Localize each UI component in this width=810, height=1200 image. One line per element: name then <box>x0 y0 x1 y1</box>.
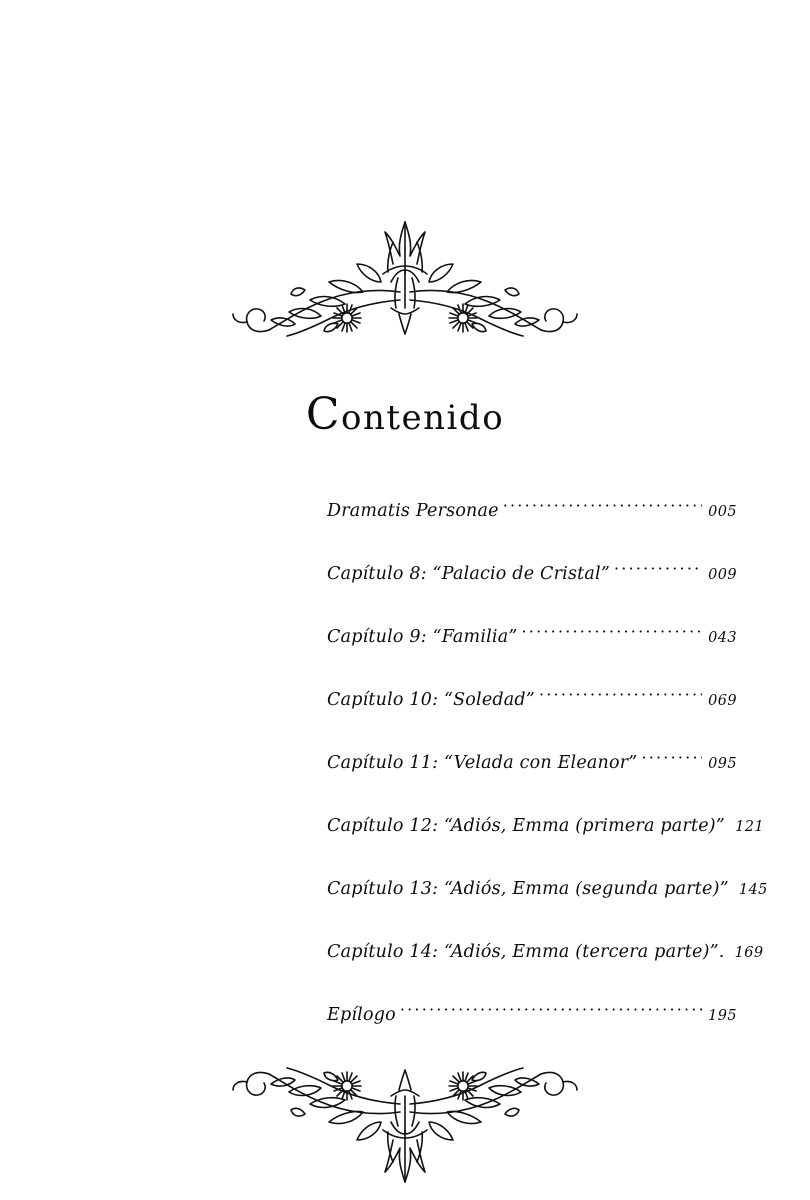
toc-entry[interactable] <box>327 752 737 815</box>
page-title-rest: ontenido <box>341 398 505 438</box>
toc-entry-page: 009 <box>708 567 737 583</box>
toc-entry-label: Capítulo 14: “Adiós, Emma (tercera parte)”. <box>327 942 725 962</box>
toc-entry[interactable] <box>327 689 737 752</box>
toc-entry-page: 145 <box>738 882 768 898</box>
toc-entry[interactable] <box>327 878 768 941</box>
toc-entry-label: Capítulo 11: “Velada con Eleanor” <box>327 753 638 773</box>
toc-entry-label: Capítulo 12: “Adiós, Emma (primera parte)” <box>327 816 725 836</box>
toc-entry-label: Capítulo 8: “Palacio de Cristal” <box>327 564 610 584</box>
floral-ornament-top <box>195 212 615 352</box>
toc-entry-page: 121 <box>735 819 764 835</box>
toc-entry-page: 069 <box>708 693 737 709</box>
toc-entry-label: Capítulo 9: “Familia” <box>327 627 518 647</box>
toc-entry-label: Capítulo 13: “Adiós, Emma (segunda parte)” <box>327 879 729 899</box>
toc-leader-dots <box>400 1004 702 1020</box>
toc-entry-page: 043 <box>708 630 737 646</box>
page-title <box>0 389 810 440</box>
toc-leader-dots <box>614 563 702 579</box>
toc-entry[interactable] <box>327 941 764 1004</box>
toc-entry-page: 005 <box>708 504 737 520</box>
toc-entry[interactable] <box>327 626 737 689</box>
table-of-contents <box>327 500 768 1067</box>
toc-entry[interactable] <box>327 815 764 878</box>
toc-entry[interactable] <box>327 500 737 563</box>
toc-leader-dots <box>539 689 702 705</box>
toc-entry-label: Dramatis Personae <box>327 501 499 521</box>
toc-entry-label: Epílogo <box>327 1005 396 1025</box>
toc-entry-label: Capítulo 10: “Soledad” <box>327 690 535 710</box>
toc-entry[interactable] <box>327 563 737 626</box>
floral-ornament-bottom <box>195 1052 615 1192</box>
toc-leader-dots <box>522 626 702 642</box>
page-title-initial: C <box>305 389 341 440</box>
toc-leader-dots <box>641 752 702 768</box>
toc-entry-page: 195 <box>708 1008 737 1024</box>
toc-entry-page: 095 <box>708 756 737 772</box>
toc-entry-page: 169 <box>734 945 764 961</box>
toc-leader-dots <box>503 500 702 516</box>
